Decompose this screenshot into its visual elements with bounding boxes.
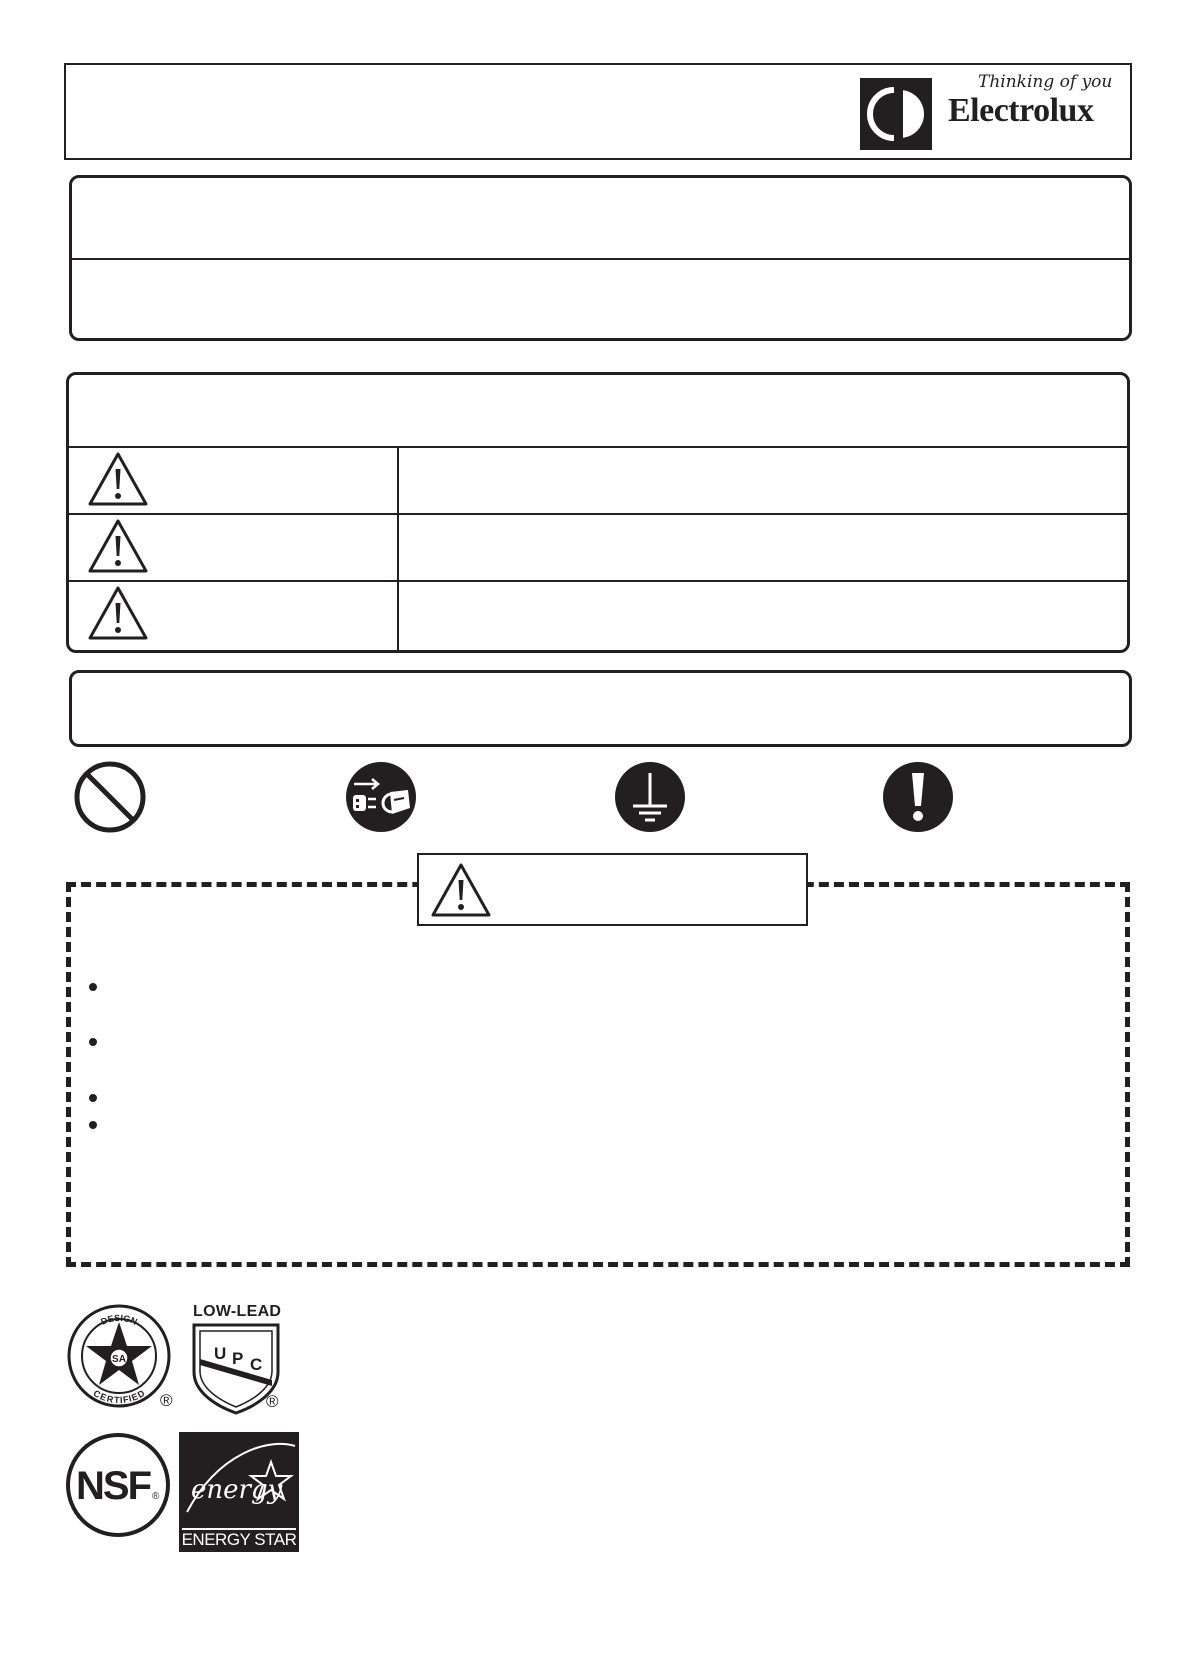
warning-bullet bbox=[89, 1094, 97, 1102]
energy-star-logo bbox=[179, 1432, 299, 1552]
hazard-row-3 bbox=[87, 585, 149, 641]
symbol-ground bbox=[613, 760, 687, 834]
nsf-certification-logo bbox=[65, 1432, 171, 1538]
hazard-table-row-divider bbox=[68, 513, 1128, 515]
warning-triangle-icon bbox=[87, 451, 149, 507]
csa-registered-mark: ® bbox=[160, 1391, 173, 1410]
brand-name: Electrolux bbox=[948, 92, 1094, 129]
symbols-box bbox=[69, 670, 1132, 747]
warning-box-header bbox=[417, 853, 808, 926]
electrolux-logo-icon bbox=[860, 78, 932, 150]
electrolux-logo bbox=[860, 78, 932, 150]
nsf-registered-mark: ® bbox=[152, 1491, 160, 1502]
nsf-logo-icon bbox=[65, 1432, 171, 1538]
energy-star-caption: ENERGY STAR bbox=[181, 1530, 297, 1549]
symbol-unplug bbox=[344, 760, 418, 834]
unplug-icon bbox=[344, 760, 418, 834]
warning-bullet bbox=[89, 1121, 97, 1129]
upc-low-lead-label: LOW-LEAD bbox=[193, 1303, 282, 1320]
warning-triangle-icon bbox=[87, 518, 149, 574]
warning-bullet bbox=[89, 983, 97, 991]
energy-script-text: energy bbox=[191, 1475, 283, 1505]
hazard-row-2 bbox=[87, 518, 149, 574]
upc-letter-p: P bbox=[232, 1349, 244, 1368]
csa-top-text: DESIGN bbox=[99, 1312, 139, 1327]
hazard-table-column-divider bbox=[397, 446, 399, 651]
upc-letter-c: C bbox=[250, 1355, 263, 1374]
ground-icon bbox=[613, 760, 687, 834]
warning-triangle-icon bbox=[430, 862, 492, 918]
csa-certification-logo bbox=[66, 1303, 174, 1411]
hazard-table-row-divider bbox=[68, 580, 1128, 582]
prohibited-icon bbox=[73, 760, 147, 834]
intro-divider bbox=[71, 258, 1130, 260]
csa-bottom-text: CERTIFIED bbox=[91, 1388, 147, 1406]
upc-registered-mark: ® bbox=[266, 1392, 279, 1411]
warning-bullet bbox=[89, 1038, 97, 1046]
hazard-row-1 bbox=[87, 451, 149, 507]
energy-star-icon bbox=[179, 1432, 299, 1528]
nsf-text: NSF bbox=[76, 1464, 150, 1508]
warning-box bbox=[66, 882, 1130, 1267]
csa-center-text: SA bbox=[112, 1354, 126, 1365]
brand-tagline: Thinking of you bbox=[978, 72, 1113, 92]
mandatory-exclamation-icon bbox=[881, 760, 955, 834]
warning-triangle-icon bbox=[87, 585, 149, 641]
symbol-prohibited bbox=[73, 760, 147, 834]
symbol-mandatory bbox=[881, 760, 955, 834]
hazard-table-header-divider bbox=[68, 446, 1128, 448]
csa-star-icon bbox=[66, 1303, 174, 1411]
upc-letter-u: U bbox=[214, 1344, 227, 1363]
